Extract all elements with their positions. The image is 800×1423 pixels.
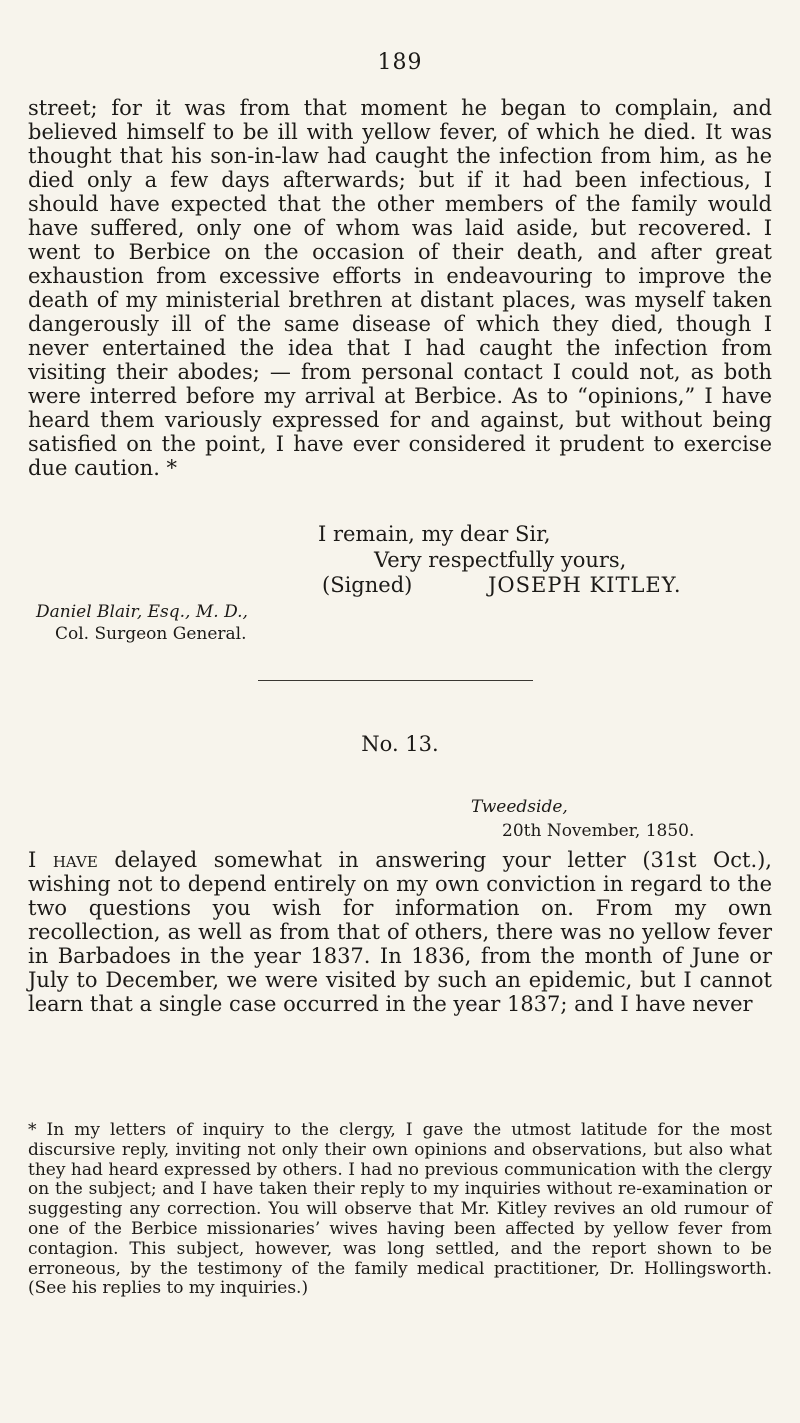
opening-smallcaps: have (52, 848, 98, 872)
letter-place: Tweedside, (471, 797, 568, 817)
closing-line-1: I remain, my dear Sir, (318, 522, 551, 546)
page-number: 189 (377, 50, 423, 75)
letter-13-text: delayed somewhat in answering your letter (31st Oct.), wishing not to depend entirely on my own conviction in regard to the two questions you wish for information on. From my own recollection, as well as from that of others, there was no yellow fever in Barbadoes in the year 1837. In 1836, from the month of June or July to December, we were visited by such an epidemic, but I cannot learn that a single case occurred in the year 1837; and I have never (28, 848, 772, 1016)
letter-date: 20th November, 1850. (502, 821, 695, 841)
signature-name: JOSEPH KITLEY. (488, 573, 682, 597)
letter-number: No. 13. (361, 732, 439, 756)
section-divider (258, 680, 533, 681)
letter-13-paragraph (28, 848, 772, 1016)
signed-label: (Signed) (322, 573, 413, 597)
addressee-title: Col. Surgeon General. (55, 624, 247, 644)
footnote: * In my letters of inquiry to the clergy, I gave the utmost latitude for the most discursive reply, inviting not only their own opinions and observations, but also what they had heard expressed by others. I had no previous communication with the clergy on the subject; and I have taken their reply to my inquiries without re-examination or suggesting any correction. You will observe that Mr. Kitley revives an old rumour of one of the Berbice missionaries’ wives having been affected by yellow fever from contagion. This subject, however, was long settled, and the report shown to be erroneous, by the testimony of the family medical practitioner, Dr. Hollingsworth. (See his replies to my inquiries.) (28, 1120, 772, 1299)
addressee-name: Daniel Blair, Esq., M. D., (36, 602, 248, 622)
letter-12-paragraph: street; for it was from that moment he began to complain, and believed himself to be ill with yellow fever, of which he died. It was thought that his son-in-law had caught the infection from him, as he died only a few days afterwards; but if it had been infectious, I should have expected that the other members of the family would have suffered, only one of whom was laid aside, but recovered. I went to Berbice on the occasion of their death, and after great exhaustion from excessive efforts in endeavouring to improve the death of my ministerial brethren at distant places, was myself taken dangerously ill of the same disease of which they died, though I never entertained the idea that I had caught the infection from visiting their abodes; — from personal contact I could not, as both were interred before my arrival at Berbice. As to “opinions,” I have heard them variously expressed for and against, but without being satisfied on the point, I have ever considered it prudent to exercise due caution. * (28, 96, 772, 480)
closing-line-2: Very respectfully yours, (374, 548, 627, 572)
opening-word: I (28, 848, 37, 872)
